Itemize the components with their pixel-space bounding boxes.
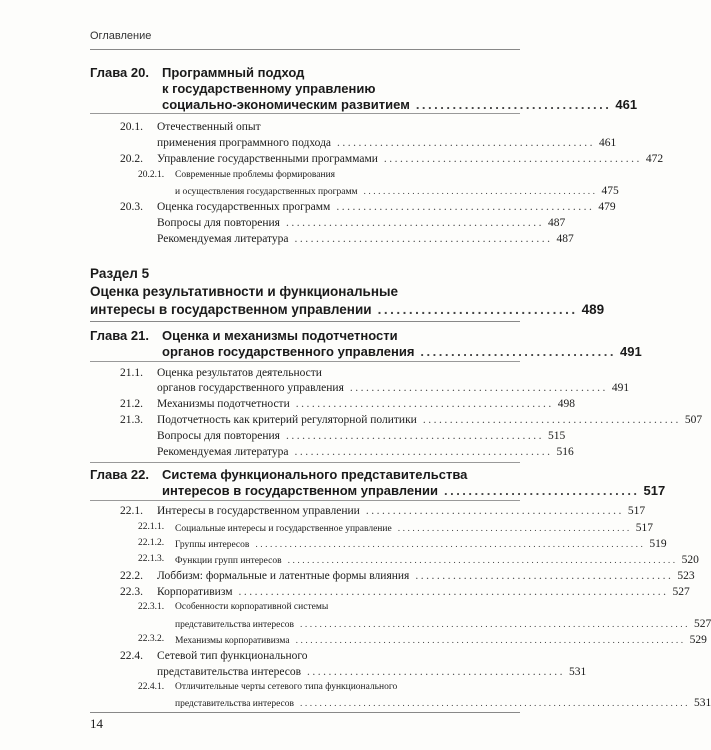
recommended-reading: Рекомендуемая литература (157, 233, 289, 245)
chapter-rule (90, 361, 520, 362)
chapter-title: социально-экономическим развитием (162, 97, 410, 112)
page-ref: 520 (681, 554, 699, 566)
page-ref: 529 (689, 634, 707, 646)
header-rule (90, 49, 520, 50)
page-ref: 517 (627, 505, 646, 517)
running-head: Оглавление (90, 30, 152, 42)
dot-leader: ................................ (420, 344, 616, 359)
section-number: 22.3. (120, 586, 143, 598)
subsection-title: Социальные интересы и государственное управление (175, 524, 392, 534)
dot-leader: ................................................................................ (295, 636, 686, 646)
subsection-number: 22.1.3. (138, 554, 165, 564)
part-title: Оценка результативности и функциональные (90, 284, 399, 299)
dot-leader: ................................................ (307, 666, 566, 678)
chapter-rule (90, 462, 520, 463)
dot-leader: ................................ (415, 97, 612, 112)
subsection-title: Особенности корпоративной системы (175, 602, 329, 612)
toc-line (175, 554, 699, 566)
section-number: 20.1. (120, 121, 143, 133)
chapter-label: Глава 20. (90, 65, 149, 80)
section-title: Оценка государственных программ (157, 201, 331, 213)
page-ref: 527 (693, 618, 711, 630)
page-ref: 461 (599, 137, 617, 149)
toc-line (157, 217, 566, 229)
dot-leader: ................................................ (294, 233, 553, 245)
subsection-title: и осуществления государственных программ (175, 187, 358, 197)
page-ref: 523 (677, 570, 695, 582)
section-number: 20.3. (120, 201, 143, 213)
section-title: Лоббизм: формальные и латентные формы влияния (157, 570, 410, 582)
toc-line (175, 618, 711, 630)
section-title: Управление государственными программами (157, 153, 378, 165)
toc-line (157, 398, 575, 410)
dot-leader: ................................................ (363, 187, 598, 197)
page-ref: 479 (598, 201, 616, 213)
toc-line (157, 586, 690, 598)
review-questions: Вопросы для повторения (157, 217, 280, 229)
section-title: Отечественный опыт (157, 121, 261, 133)
subsection-number: 22.1.1. (138, 522, 165, 532)
toc-line (175, 634, 707, 646)
subsection-title: представительства интересов (175, 620, 294, 630)
dot-leader: ................................................ (295, 398, 554, 410)
dot-leader: ................................................ (422, 414, 681, 426)
page-ref: 519 (649, 538, 667, 550)
dot-leader: ................................................ (415, 570, 674, 582)
section-number: 22.4. (120, 650, 143, 662)
chapter-title: к государственному управлению (162, 81, 376, 96)
chapter-label: Глава 22. (90, 467, 149, 482)
dot-leader: ................................................................................ (287, 556, 678, 566)
section-title: Интересы в государственном управлении (157, 505, 360, 517)
page-ref: 487 (556, 233, 574, 245)
subsection-title: Функции групп интересов (175, 556, 282, 566)
page-ref: 491 (611, 382, 630, 394)
chapter-title: Оценка и механизмы подотчетности (162, 328, 398, 343)
dot-leader: ................................................ (294, 446, 553, 458)
chapter-rule (90, 113, 520, 114)
section-title: Сетевой тип функционального (157, 650, 308, 662)
footer-rule (90, 712, 520, 713)
recommended-reading: Рекомендуемая литература (157, 446, 289, 458)
toc-line (157, 153, 664, 165)
page-ref: 489 (581, 302, 605, 317)
part-title: интересы в государственном управлении (90, 302, 372, 317)
page-ref: 517 (643, 483, 666, 498)
section-number: 20.2. (120, 153, 143, 165)
section-title: Оценка результатов деятельности (157, 367, 322, 379)
subsection-number: 20.2.1. (138, 170, 165, 180)
page-ref: 515 (547, 430, 566, 442)
subsection-title: Группы интересов (175, 540, 250, 550)
subsection-title: представительства интересов (175, 699, 294, 709)
dot-leader: ................................ (377, 302, 578, 317)
toc-line (157, 137, 617, 149)
section-title: Подотчетность как критерий регуляторной политики (157, 414, 417, 426)
page-ref: 491 (619, 344, 642, 359)
dot-leader: ................................................ (337, 137, 596, 149)
section-number: 22.2. (120, 570, 143, 582)
toc-line (157, 570, 695, 582)
dot-leader: ................................................ (336, 201, 595, 213)
chapter-title: органов государственного управления (162, 344, 415, 359)
page-ref: 461 (615, 97, 638, 112)
page-ref: 498 (557, 398, 575, 410)
page-ref: 517 (635, 522, 653, 534)
section-number: 21.2. (120, 398, 143, 410)
page-ref: 527 (672, 586, 690, 598)
section-title: Механизмы подотчетности (157, 398, 290, 410)
chapter-rule (90, 500, 520, 501)
chapter-title: Система функционального представительства (162, 467, 468, 482)
dot-leader: ................................................................................ (238, 586, 669, 598)
toc-line (175, 522, 653, 534)
section-number: 21.3. (120, 414, 143, 426)
chapter-title: Программный подход (162, 65, 305, 80)
dot-leader: ................................................ (365, 505, 624, 517)
subsection-title: Современные проблемы формирования (175, 170, 336, 180)
dot-leader: ................................................ (397, 524, 632, 534)
toc-line (157, 201, 616, 213)
dot-leader: ................................................................................ (255, 540, 646, 550)
toc-line (157, 505, 646, 517)
toc-line (175, 697, 711, 709)
page-ref: 507 (684, 414, 703, 426)
dot-leader: ................................................................................ (299, 620, 690, 630)
part-rule (90, 321, 520, 322)
toc-line (157, 233, 574, 245)
toc-line (162, 344, 642, 359)
dot-leader: ................................ (443, 483, 640, 498)
page-ref: 531 (693, 697, 711, 709)
part-label: Раздел 5 (90, 266, 150, 281)
toc-line (157, 446, 574, 458)
dot-leader: ................................................ (383, 153, 642, 165)
toc-line (162, 483, 666, 498)
section-title: применения программного подхода (157, 137, 332, 149)
subsection-title: Отличительные черты сетевого типа функционального (175, 682, 398, 692)
toc-line (157, 414, 703, 426)
toc-line (175, 185, 619, 197)
toc-line (157, 430, 566, 442)
section-number: 22.1. (120, 505, 143, 517)
section-title: органов государственного управления (157, 382, 344, 394)
section-title: представительства интересов (157, 666, 302, 678)
toc-line (175, 538, 667, 550)
subsection-number: 22.4.1. (138, 682, 165, 692)
subsection-number: 22.3.1. (138, 602, 165, 612)
dot-leader: ................................................................................ (299, 699, 690, 709)
page-ref: 475 (601, 185, 619, 197)
section-number: 21.1. (120, 367, 143, 379)
section-title: Корпоративизм (157, 586, 233, 598)
dot-leader: ................................................ (285, 430, 544, 442)
page-ref: 531 (569, 666, 587, 678)
chapter-label: Глава 21. (90, 328, 149, 343)
chapter-title: интересов в государственном управлении (162, 483, 438, 498)
review-questions: Вопросы для повторения (157, 430, 280, 442)
toc-line (90, 302, 605, 317)
subsection-number: 22.3.2. (138, 634, 165, 644)
page-ref: 487 (547, 217, 566, 229)
subsection-number: 22.1.2. (138, 538, 165, 548)
dot-leader: ................................................ (349, 382, 608, 394)
dot-leader: ................................................ (285, 217, 544, 229)
page-ref: 516 (556, 446, 574, 458)
page-number: 14 (90, 716, 103, 731)
toc-line (162, 97, 638, 112)
subsection-title: Механизмы корпоративизма (175, 636, 290, 646)
page-ref: 472 (645, 153, 664, 165)
toc-line (157, 666, 587, 678)
toc-line (157, 382, 630, 394)
